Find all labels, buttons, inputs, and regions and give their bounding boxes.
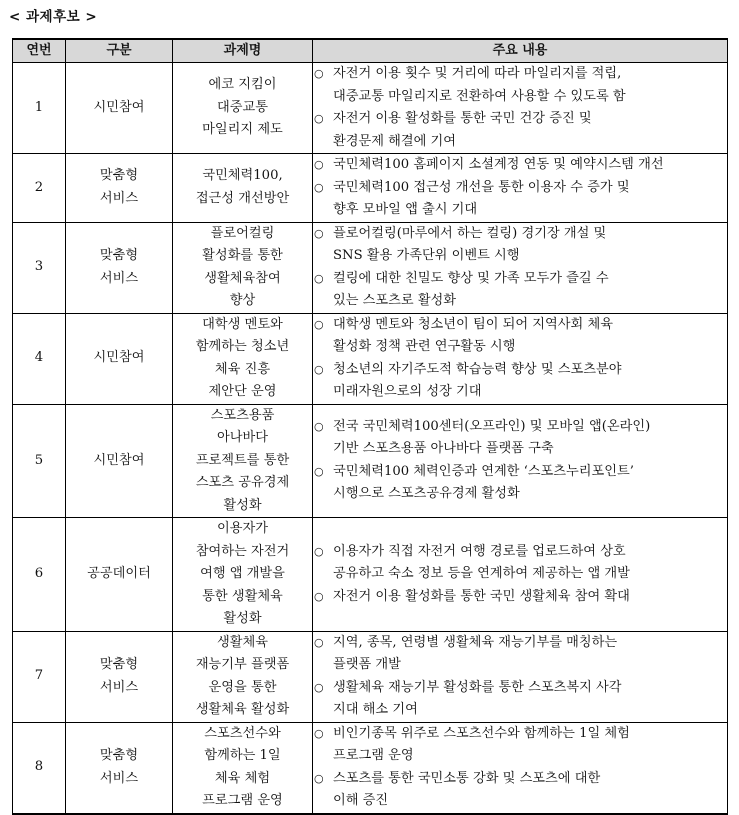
project-title-line: 체육 체험: [214, 770, 271, 786]
project-title-line: 생활체육: [217, 634, 268, 650]
project-title-line: 대중교통: [217, 99, 268, 115]
bullet-text-line: 시행으로 스포츠공유경제 활성화: [333, 486, 520, 502]
category-line: 공공데이터: [87, 566, 151, 581]
category-line: 맞춤형: [99, 748, 139, 763]
table-row: [13, 722, 728, 814]
bullet-text: [333, 359, 727, 404]
bullet-circle-icon: ○: [314, 271, 324, 285]
table-row: [13, 154, 728, 223]
category-cell: [66, 631, 173, 722]
column-header-category: 구분: [66, 39, 173, 63]
column-header-number: 연번: [13, 39, 66, 63]
row-number-cell: 4: [13, 313, 66, 404]
bullet-circle-icon: ○: [314, 680, 324, 694]
project-title-cell: [173, 631, 313, 722]
project-title-line: 활성화: [223, 611, 262, 626]
category-line: 서비스: [99, 190, 139, 206]
category-cell: [66, 63, 173, 154]
project-title-line: 제안단 운영: [208, 384, 277, 399]
category-cell: [66, 222, 173, 313]
bullet-circle-icon: ○: [314, 419, 324, 433]
category-line: 시민참여: [93, 99, 145, 115]
content-cell: [313, 222, 728, 313]
project-title-line: 생활체육 활성화: [195, 702, 290, 717]
content-cell: [313, 313, 728, 404]
row-number-cell: 6: [13, 518, 66, 632]
project-title-line: 활성화: [223, 497, 262, 513]
content-bullet-item: [313, 632, 727, 677]
bullet-text-line: 이해 증진: [333, 793, 389, 808]
bullet-circle-icon: ○: [314, 464, 324, 478]
bullet-text-line: 컬링에 대한 친밀도 향상 및 가족 모두가 즐길 수: [333, 270, 609, 286]
category-line: 맞춤형: [99, 248, 139, 263]
row-number-cell: 1: [13, 63, 66, 154]
content-bullet-item: [313, 768, 727, 813]
bullet-text: [333, 541, 727, 586]
bullet-text-line: 스포츠를 통한 국민소통 강화 및 스포츠에 대한: [333, 770, 601, 786]
content-bullet-item: [313, 63, 727, 108]
row-number-cell: 3: [13, 222, 66, 313]
bullet-text: [333, 223, 727, 268]
bullet-text-line: 플랫폼 개발: [333, 657, 401, 672]
bullet-text-line: 국민체력100 체력인증과 연계한 ‘스포츠누리포인트’: [333, 463, 634, 479]
bullet-circle-icon: ○: [314, 180, 324, 194]
table-row: [13, 313, 728, 404]
bullet-text: [333, 416, 727, 461]
category-line: 시민참여: [93, 350, 145, 366]
table-row: [13, 631, 728, 722]
bullet-text: [333, 768, 727, 813]
bullet-text-line: 프로그램 운영: [333, 748, 414, 763]
bullet-text-line: 청소년의 자기주도적 학습능력 향상 및 스포츠분야: [333, 361, 622, 377]
table-body: [13, 63, 728, 814]
project-title-cell: [173, 222, 313, 313]
bullet-circle-icon: ○: [314, 635, 324, 649]
category-cell: [66, 154, 173, 223]
bullet-circle-icon: ○: [314, 158, 324, 171]
bullet-text: [333, 268, 727, 313]
bullet-text: [333, 677, 727, 722]
project-title-line: 향상: [229, 293, 256, 308]
project-title-line: 마일리지 제도: [202, 122, 283, 138]
project-title-line: 참여하는 자전거: [195, 543, 290, 559]
project-title-cell: [173, 722, 313, 814]
project-title-cell: [173, 518, 313, 632]
project-title-line: 대학생 멘토와: [202, 316, 283, 332]
bullet-text-line: 대중교통 마일리지로 전환하여 사용할 수 있도록 함: [333, 88, 626, 104]
project-title-line: 이용자가: [217, 521, 268, 536]
bullet-text: [333, 586, 727, 609]
row-number-cell: 7: [13, 631, 66, 722]
bullet-text-line: 비인기종목 위주로 스포츠선수와 함께하는 1일 체험: [333, 725, 630, 741]
table-row: [13, 222, 728, 313]
row-number-cell: 8: [13, 722, 66, 814]
project-title-cell: [173, 63, 313, 154]
category-cell: [66, 404, 173, 518]
bullet-text-line: SNS 활용 가족단위 이벤트 시행: [333, 248, 520, 263]
bullet-circle-icon: ○: [314, 589, 324, 603]
bullet-text-line: 자전거 이용 횟수 및 거리에 따라 마일리지를 적립,: [333, 66, 622, 81]
project-title-line: 체육 진흥: [214, 361, 271, 377]
bullet-text: [333, 108, 727, 153]
bullet-text-line: 생활체육 재능기부 활성화를 통한 스포츠복지 사각: [333, 679, 622, 695]
content-bullet-item: [313, 541, 727, 586]
category-line: 맞춤형: [99, 168, 139, 184]
bullet-text: [333, 632, 727, 677]
bullet-circle-icon: ○: [314, 544, 324, 558]
category-line: 서비스: [99, 270, 139, 286]
project-candidates-table: [12, 38, 728, 815]
category-cell: [66, 722, 173, 814]
project-title-line: 국민체력100,: [202, 168, 283, 184]
bullet-text: [333, 177, 727, 222]
bullet-circle-icon: ○: [314, 362, 324, 376]
project-title-line: 프로그램 운영: [202, 793, 283, 808]
content-bullet-item: [313, 359, 727, 404]
project-title-line: 재능기부 플랫폼: [195, 657, 290, 672]
project-title-line: 아나바다: [217, 430, 268, 445]
project-title-line: 여행 앱 개발을: [200, 566, 285, 581]
bullet-text: [333, 63, 727, 108]
bullet-text-line: 있는 스포츠로 활성화: [333, 293, 457, 308]
project-title-line: 함께하는 1일: [204, 748, 281, 763]
bullet-text: [333, 461, 727, 506]
row-number-cell: 2: [13, 154, 66, 223]
content-cell: [313, 154, 728, 223]
category-line: 맞춤형: [99, 657, 139, 672]
content-cell: [313, 518, 728, 632]
bullet-text-line: 플로어컬링(마루에서 하는 컬링) 경기장 개설 및: [333, 225, 607, 241]
content-cell: [313, 404, 728, 518]
bullet-text-line: 활성화 정책 관련 연구활동 시행: [333, 339, 516, 354]
column-header-title: 과제명: [173, 39, 313, 63]
content-bullet-item: [313, 677, 727, 722]
content-bullet-item: [313, 223, 727, 268]
project-title-cell: [173, 313, 313, 404]
bullet-circle-icon: ○: [314, 112, 324, 125]
column-header-content: 주요 내용: [313, 39, 728, 63]
project-title-line: 접근성 개선방안: [195, 190, 290, 206]
bullet-text-line: 자전거 이용 활성화를 통한 국민 생활체육 참여 확대: [333, 588, 630, 604]
bullet-text-line: 향후 모바일 앱 출시 기대: [333, 202, 478, 217]
bullet-text-line: 자전거 이용 활성화를 통한 국민 건강 증진 및: [333, 111, 592, 126]
bullet-text-line: 미래자원으로의 성장 기대: [333, 384, 482, 399]
content-bullet-item: [313, 177, 727, 222]
project-title-line: 스포츠 공유경제: [195, 475, 290, 490]
row-number-cell: 5: [13, 404, 66, 518]
bullet-text-line: 이용자가 직접 자전거 여행 경로를 업로드하여 상호: [333, 543, 626, 559]
project-title-line: 생활체육참여: [204, 270, 281, 286]
section-heading: < 과제후보 >: [9, 9, 98, 25]
bullet-text: [333, 723, 727, 768]
project-title-line: 운영을 통한: [208, 679, 277, 695]
content-bullet-item: [313, 268, 727, 313]
bullet-circle-icon: ○: [314, 226, 324, 240]
bullet-text-line: 국민체력100 접근성 개선을 통한 이용자 수 증가 및: [333, 179, 630, 195]
content-cell: [313, 631, 728, 722]
bullet-circle-icon: ○: [314, 317, 324, 331]
bullet-text-line: 공유하고 숙소 정보 등을 연계하여 제공하는 앱 개발: [333, 566, 630, 581]
project-title-line: 함께하는 청소년: [195, 339, 290, 354]
project-title-line: 스포츠선수와: [204, 725, 281, 741]
project-title-line: 플로어컬링: [210, 225, 275, 241]
content-bullet-item: [313, 108, 727, 153]
content-cell: [313, 722, 728, 814]
bullet-circle-icon: ○: [314, 726, 324, 740]
project-title-line: 활성화를 통한: [202, 248, 283, 263]
project-title-line: 통한 생활체육: [202, 588, 283, 604]
bullet-circle-icon: ○: [314, 771, 324, 785]
content-bullet-item: [313, 154, 727, 177]
bullet-text-line: 대학생 멘토와 청소년이 팀이 되어 지역사회 체육: [333, 316, 613, 332]
content-bullet-item: [313, 723, 727, 768]
project-title-cell: [173, 404, 313, 518]
bullet-text-line: 지역, 종목, 연령별 생활체육 재능기부를 매칭하는: [333, 634, 618, 650]
bullet-text-line: 지대 해소 기여: [333, 702, 418, 717]
bullet-text: [333, 314, 727, 359]
bullet-text-line: 국민체력100 홈페이지 소셜계정 연동 및 예약시스템 개선: [333, 157, 664, 172]
content-bullet-item: [313, 416, 727, 461]
content-cell: [313, 63, 728, 154]
project-title-line: 에코 지킴이: [208, 77, 277, 93]
category-line: 서비스: [99, 679, 139, 695]
bullet-text-line: 기반 스포츠용품 아나바다 플랫폼 구축: [333, 441, 554, 457]
table-row: [13, 404, 728, 518]
category-cell: [66, 313, 173, 404]
bullet-text-line: 환경문제 해결에 기여: [333, 133, 457, 149]
content-bullet-item: [313, 461, 727, 506]
table-row: [13, 63, 728, 154]
content-bullet-item: [313, 586, 727, 609]
bullet-circle-icon: ○: [314, 67, 324, 80]
content-bullet-item: [313, 314, 727, 359]
project-title-line: 스포츠용품: [210, 407, 275, 423]
table-header-row: [13, 39, 728, 63]
project-title-cell: [173, 154, 313, 223]
project-title-line: 프로젝트를 통한: [195, 452, 290, 468]
category-line: 서비스: [99, 770, 139, 786]
category-line: 시민참여: [93, 452, 145, 468]
bullet-text: [333, 154, 727, 177]
bullet-text-line: 전국 국민체력100센터(오프라인) 및 모바일 앱(온라인): [333, 418, 651, 434]
table-row: [13, 518, 728, 632]
category-cell: [66, 518, 173, 632]
